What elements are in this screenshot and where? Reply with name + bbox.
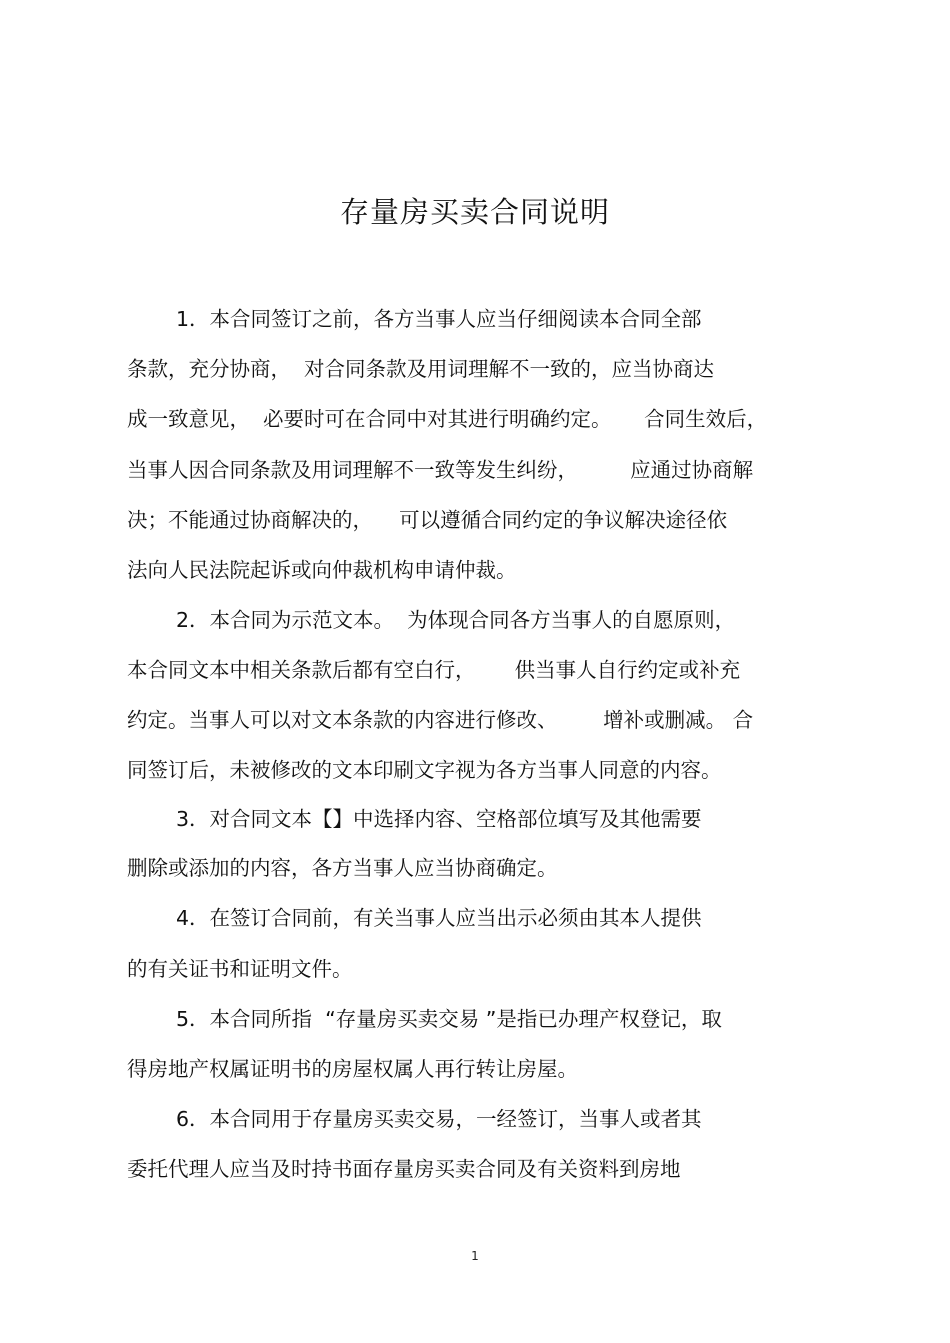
paragraph-1-line-4: 当事人因合同条款及用词理解不一致等发生纠纷， 应通过协商解 [127, 458, 754, 482]
page-number: 1 [471, 1249, 479, 1263]
paragraph-3-line-2: 删除或添加的内容，各方当事人应当协商确定。 [127, 856, 558, 880]
paragraph-1-line-5: 决；不能通过协商解决的， 可以遵循合同约定的争议解决途径依 [127, 508, 728, 532]
paragraph-5-line-2: 得房地产权属证明书的房屋权属人再行转让房屋。 [127, 1057, 578, 1081]
paragraph-3-line-1: 3．对合同文本【】中选择内容、空格部位填写及其他需要 [176, 807, 702, 831]
paragraph-2-line-3: 约定。当事人可以对文本条款的内容进行修改、 增补或删减。 合 [127, 708, 754, 732]
paragraph-2-line-4: 同签订后，未被修改的文本印刷文字视为各方当事人同意的内容。 [127, 758, 722, 782]
paragraph-1-line-6: 法向人民法院起诉或向仲裁机构申请仲裁。 [127, 558, 517, 582]
paragraph-1-line-3: 成一致意见， 必要时可在合同中对其进行明确约定。 合同生效后， [127, 407, 768, 431]
paragraph-5-line-1: 5．本合同所指 “存量房买卖交易 ”是指已办理产权登记，取 [176, 1007, 722, 1031]
paragraph-6-line-1: 6．本合同用于存量房买卖交易，一经签订，当事人或者其 [176, 1107, 702, 1131]
paragraph-4-line-1: 4．在签订合同前，有关当事人应当出示必须由其本人提供 [176, 906, 702, 930]
paragraph-2-line-2: 本合同文本中相关条款后都有空白行， 供当事人自行约定或补充 [127, 658, 741, 682]
paragraph-6-line-2: 委托代理人应当及时持书面存量房买卖合同及有关资料到房地 [127, 1157, 681, 1181]
document-title: 存量房买卖合同说明 [339, 195, 610, 229]
paragraph-2-line-1: 2．本合同为示范文本。 为体现合同各方当事人的自愿原则， [176, 608, 736, 632]
paragraph-1-line-1: 1．本合同签订之前，各方当事人应当仔细阅读本合同全部 [176, 307, 702, 331]
paragraph-4-line-2: 的有关证书和证明文件。 [127, 957, 353, 981]
paragraph-1-line-2: 条款，充分协商， 对合同条款及用词理解不一致的，应当协商达 [127, 357, 715, 381]
